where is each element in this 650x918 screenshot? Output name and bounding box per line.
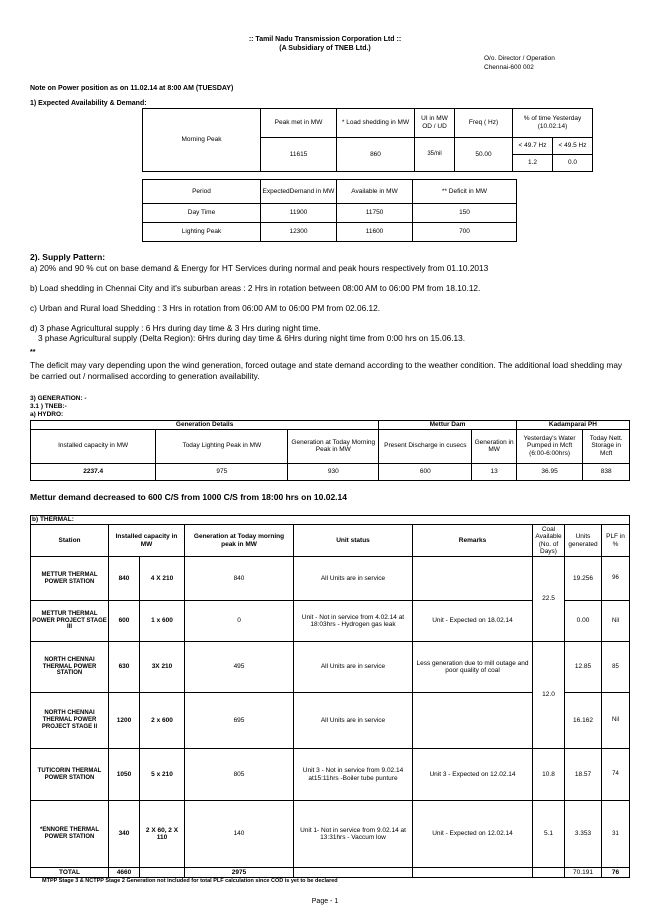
deficit-mark: ** bbox=[30, 349, 36, 356]
deficit-cell: 700 bbox=[413, 223, 517, 242]
hydro-header: Today Nett. Storage in Mcft bbox=[583, 429, 630, 463]
station-config: 5 x 210 bbox=[140, 749, 185, 801]
hydro-header: Installed capacity in MW bbox=[31, 429, 156, 463]
freq-value: 50.00 bbox=[455, 137, 513, 171]
header-time-yesterday: % of time Yesterday (10.02.14) bbox=[513, 109, 593, 138]
station-capacity: 1050 bbox=[109, 749, 140, 801]
group-mettur-dam: Mettur Dam bbox=[379, 421, 517, 430]
total-config-empty bbox=[140, 868, 185, 878]
table-row bbox=[31, 642, 630, 693]
station-plf: 85 bbox=[602, 642, 630, 693]
deficit-note: The deficit may vary depending upon the wind generation, forced outage and state demand according to the weather condition. The additional load shedding may be carried out / normalised according to generation availability. bbox=[30, 360, 623, 381]
section-1-title: 1) Expected Availability & Demand: bbox=[30, 100, 147, 107]
station-status: Unit 3 - Not in service from 9.02.14 at15:11hrs -Boiler tube punture bbox=[294, 749, 413, 801]
available-cell: 11600 bbox=[337, 223, 413, 242]
station-name: NORTH CHENNAI THERMAL POWER PROJECT STAGE II bbox=[31, 693, 109, 749]
table-row bbox=[31, 801, 630, 868]
table-row bbox=[31, 557, 630, 601]
hydro-water-pumped-value: 36.95 bbox=[516, 463, 583, 480]
header-peak-met: Peak met in MW bbox=[261, 109, 337, 138]
org-subsidiary: (A Subsidiary of TNEB Ltd.) bbox=[279, 45, 371, 52]
station-capacity: 1200 bbox=[109, 693, 140, 749]
period-cell: Day Time bbox=[143, 204, 261, 223]
hydro-discharge-value: 600 bbox=[379, 463, 472, 480]
station-generation: 695 bbox=[185, 693, 294, 749]
demand-cell: 11900 bbox=[261, 204, 337, 223]
table-row bbox=[143, 223, 517, 242]
supply-item-d1: d) 3 phase Agricultural supply : 6 Hrs during day time & 3 Hrs during night time. bbox=[30, 323, 321, 333]
station-config: 4 X 210 bbox=[140, 557, 185, 601]
total-remarks-empty bbox=[413, 868, 533, 878]
station-capacity: 840 bbox=[109, 557, 140, 601]
station-plf: Nil bbox=[602, 601, 630, 642]
deficit-cell: 150 bbox=[413, 204, 517, 223]
demand-header-expected: ExpectedDemand in MW bbox=[261, 180, 337, 204]
note-title: Note on Power position as on 11.02.14 at 8:00 AM (TUESDAY) bbox=[30, 85, 234, 92]
station-units: 16.162 bbox=[565, 693, 602, 749]
coal-mettur: 22.5 bbox=[533, 557, 565, 642]
station-status: All Units are in service bbox=[294, 557, 413, 601]
station-plf: 96 bbox=[602, 557, 630, 601]
station-remarks bbox=[413, 693, 533, 749]
station-units: 0.00 bbox=[565, 601, 602, 642]
mettur-note: Mettur demand decreased to 600 C/S from 1000 C/S from 18:00 hrs on 10.02.14 bbox=[30, 492, 347, 502]
total-label: TOTAL bbox=[31, 868, 109, 878]
station-plf: Nil bbox=[602, 693, 630, 749]
station-status: Unit - Not in service from 4.02.14 at 18:03hrs - Hydrogen gas leak bbox=[294, 601, 413, 642]
demand-table bbox=[142, 179, 517, 242]
load-shedding-value: 860 bbox=[337, 137, 415, 171]
demand-header-available: Available in MW bbox=[337, 180, 413, 204]
supply-item-b: b) Load shedding in Chennai City and it's suburban areas : 2 Hrs in rotation between 08:00 AM to 06:00 PM from 18.10.12. bbox=[30, 283, 481, 293]
available-cell: 11750 bbox=[337, 204, 413, 223]
station-config: 3X 210 bbox=[140, 642, 185, 693]
station-generation: 0 bbox=[185, 601, 294, 642]
header-freq: Freq ( Hz) bbox=[455, 109, 513, 138]
hydro-installed-value: 2237.4 bbox=[31, 463, 156, 480]
station-remarks: Unit - Expected on 18.02.14 bbox=[413, 601, 533, 642]
total-capacity: 4660 bbox=[109, 868, 140, 878]
total-row bbox=[31, 868, 630, 878]
demand-header-period: Period bbox=[143, 180, 261, 204]
total-generation: 2975 bbox=[185, 868, 294, 878]
hydro-header: Generation in MW bbox=[472, 429, 516, 463]
tneb-title: 3.1 ) TNEB:- bbox=[30, 403, 67, 410]
thermal-table bbox=[30, 515, 630, 878]
station-generation: 495 bbox=[185, 642, 294, 693]
total-coal-empty bbox=[533, 868, 565, 878]
station-coal: 10.8 bbox=[533, 749, 565, 801]
thermal-header-remarks: Remarks bbox=[413, 525, 533, 557]
thermal-header-installed: Installed capacity in MW bbox=[109, 525, 185, 557]
hydro-title: a) HYDRO: bbox=[30, 411, 64, 418]
footnote: MTPP Stage 3 & NCTPP Stage 2 Generation not included for total PLF calculation since COD is yet to be declared bbox=[42, 878, 338, 884]
group-kadamparai: Kadamparai PH bbox=[516, 421, 629, 430]
coal-north-chennai: 12.0 bbox=[533, 642, 565, 749]
supply-item-a: a) 20% and 90 % cut on base demand & Energy for HT Services during normal and peak hours respectively from 01.10.2013 bbox=[30, 263, 489, 273]
time-a-value: 1.2 bbox=[513, 154, 553, 171]
thermal-header-generation: Generation at Today morning peak in MW bbox=[185, 525, 294, 557]
demand-header-deficit: ** Deficit in MW bbox=[413, 180, 517, 204]
station-remarks bbox=[413, 557, 533, 601]
hydro-header: Present Discharge in cusecs bbox=[379, 429, 472, 463]
station-units: 19.256 bbox=[565, 557, 602, 601]
peak-table bbox=[142, 108, 593, 172]
generation-title: 3) GENERATION: - bbox=[30, 395, 87, 402]
hydro-storage-value: 838 bbox=[583, 463, 630, 480]
station-capacity: 600 bbox=[109, 601, 140, 642]
demand-cell: 12300 bbox=[261, 223, 337, 242]
station-generation: 840 bbox=[185, 557, 294, 601]
total-status-empty bbox=[294, 868, 413, 878]
time-b-value: 0.0 bbox=[553, 154, 593, 171]
header-time-a: < 49.7 Hz bbox=[513, 137, 553, 154]
station-name: *ENNORE THERMAL POWER STATION bbox=[31, 801, 109, 868]
station-status: All Units are in service bbox=[294, 693, 413, 749]
hydro-morning-peak-value: 930 bbox=[288, 463, 379, 480]
hydro-generation-value: 13 bbox=[472, 463, 516, 480]
supply-item-d2: 3 phase Agricultural supply (Delta Region): 6Hrs during day time & 6Hrs during night time from 0:00 hrs on 15.06.13. bbox=[38, 333, 466, 343]
hydro-header: Generation at Today Morning Peak in MW bbox=[288, 429, 379, 463]
station-name: METTUR THERMAL POWER STATION bbox=[31, 557, 109, 601]
station-config: 2 x 600 bbox=[140, 693, 185, 749]
peak-met-value: 11615 bbox=[261, 137, 337, 171]
station-status: Unit 1- Not in service from 9.02.14 at 13:31hrs - Vaccum low bbox=[294, 801, 413, 868]
station-status: All Units are in service bbox=[294, 642, 413, 693]
page-number: Page - 1 bbox=[311, 898, 339, 905]
station-coal: 5.1 bbox=[533, 801, 565, 868]
thermal-header-units: Units generated bbox=[565, 525, 602, 557]
table-row bbox=[31, 749, 630, 801]
thermal-header-coal: Coal Available (No. of Days) bbox=[533, 525, 565, 557]
ui-value: 35/nil bbox=[415, 137, 455, 171]
station-remarks: Unit - Expected on 12.02.14 bbox=[413, 801, 533, 868]
org-name: :: Tamil Nadu Transmission Corporation Ltd :: bbox=[248, 36, 402, 43]
hydro-header: Yesterday's Water Pumped in Mcft (6:00-6:00hrs) bbox=[516, 429, 583, 463]
station-name: NORTH CHENNAI THERMAL POWER STATION bbox=[31, 642, 109, 693]
supply-item-c: c) Urban and Rural load Shedding : 3 Hrs in rotation from 06:00 AM to 06:00 PM from 02.06.12. bbox=[30, 303, 381, 313]
supply-title: 2). Supply Pattern: bbox=[30, 252, 106, 262]
station-name: METTUR THERMAL POWER PROJECT STAGE III bbox=[31, 601, 109, 642]
peak-row-label: Morning Peak bbox=[143, 109, 261, 172]
station-capacity: 340 bbox=[109, 801, 140, 868]
station-plf: 31 bbox=[602, 801, 630, 868]
table-row bbox=[31, 463, 630, 480]
station-name: TUTICORIN THERMAL POWER STATION bbox=[31, 749, 109, 801]
station-config: 2 X 60, 2 X 110 bbox=[140, 801, 185, 868]
hydro-lighting-peak-value: 975 bbox=[156, 463, 288, 480]
total-plf: 76 bbox=[602, 868, 630, 878]
thermal-header-plf: PLF in % bbox=[602, 525, 630, 557]
office-line-1: O/o. Director / Operation bbox=[484, 55, 555, 62]
station-remarks: Less generation due to mill outage and poor quality of coal bbox=[413, 642, 533, 693]
station-units: 18.57 bbox=[565, 749, 602, 801]
station-units: 12.85 bbox=[565, 642, 602, 693]
station-generation: 140 bbox=[185, 801, 294, 868]
group-generation-details: Generation Details bbox=[31, 421, 379, 430]
header-ui: UI in MW OD / UD bbox=[415, 109, 455, 138]
station-remarks: Unit 3 - Expected on 12.02.14 bbox=[413, 749, 533, 801]
hydro-table bbox=[30, 420, 630, 481]
thermal-header-station: Station bbox=[31, 525, 109, 557]
office-line-2: Chennai-600 002 bbox=[484, 64, 534, 71]
header-load-shedding: * Load shedding in MW bbox=[337, 109, 415, 138]
period-cell: Lighting Peak bbox=[143, 223, 261, 242]
header-time-b: < 49.5 Hz bbox=[553, 137, 593, 154]
total-units: 70.191 bbox=[565, 868, 602, 878]
station-generation: 805 bbox=[185, 749, 294, 801]
thermal-header-status: Unit status bbox=[294, 525, 413, 557]
hydro-header: Today Lighting Peak in MW bbox=[156, 429, 288, 463]
station-config: 1 x 600 bbox=[140, 601, 185, 642]
station-plf: 74 bbox=[602, 749, 630, 801]
station-capacity: 630 bbox=[109, 642, 140, 693]
table-row bbox=[143, 204, 517, 223]
station-units: 3.353 bbox=[565, 801, 602, 868]
thermal-title: b) THERMAL: bbox=[31, 516, 630, 525]
